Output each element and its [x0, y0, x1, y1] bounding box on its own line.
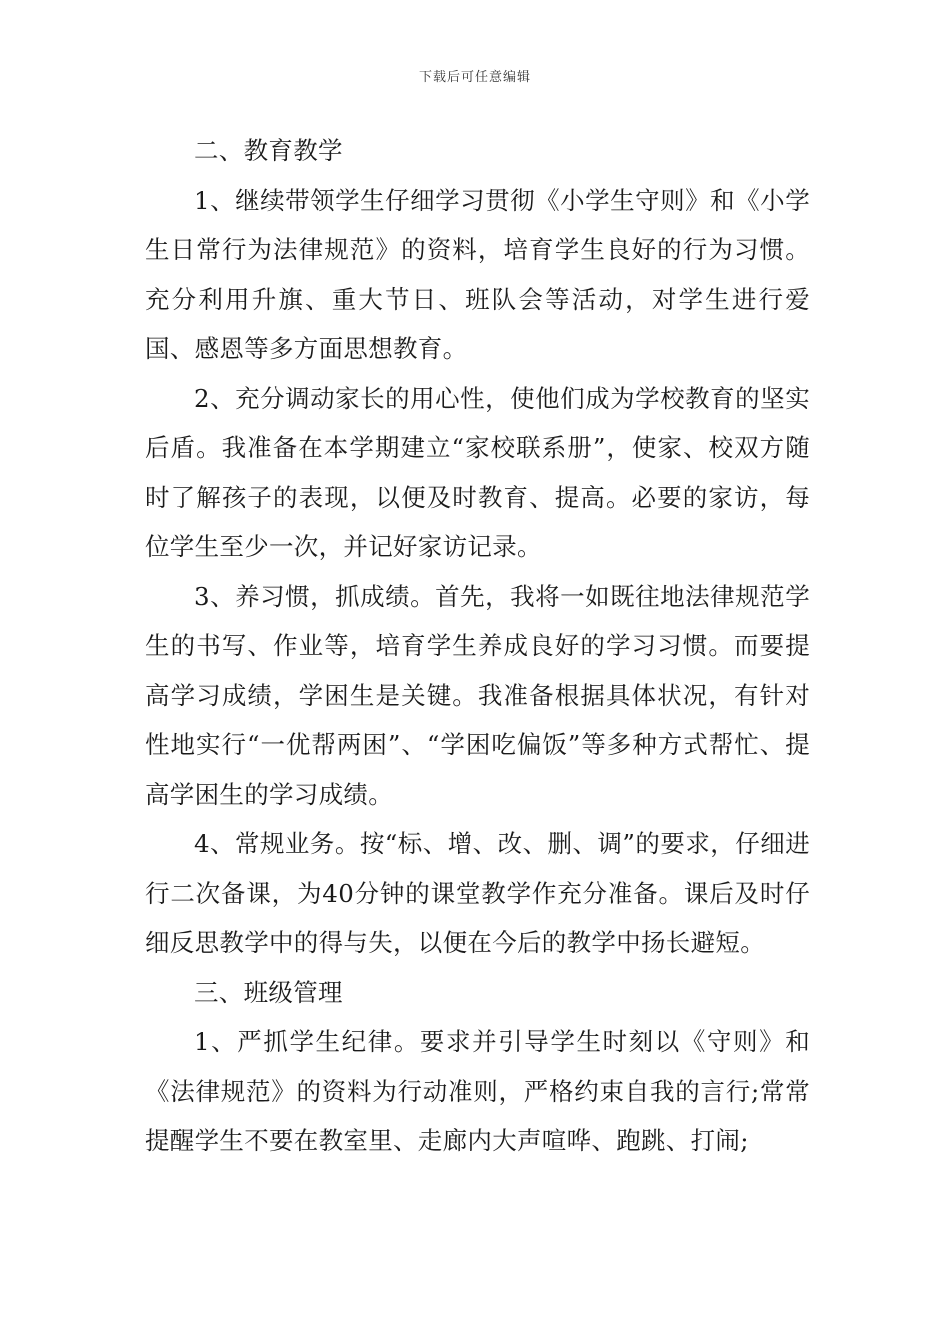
- paragraph-teaching-2: 2、充分调动家长的用心性，使他们成为学校教育的坚实后盾。我准备在本学期建立“家校联系册”，使家、校双方随时了解孩子的表现，以便及时教育、提高。必要的家访，每位学生至少一次，并记好家访记录。: [145, 383, 810, 561]
- paragraph-teaching-4: 4、常规业务。按“标、增、改、删、调”的要求，仔细进行二次备课，为40分钟的课堂教学作充分准备。课后及时仔细反思教学中的得与失，以便在今后的教学中扬长避短。: [145, 829, 810, 957]
- header-note: 下载后可任意编辑: [418, 70, 531, 85]
- document-body: [145, 126, 810, 1166]
- section-heading-teaching: 二、教育教学: [194, 136, 343, 165]
- paragraph-teaching-3: 3、养习惯，抓成绩。首先，我将一如既往地法律规范学生的书写、作业等，培育学生养成良好的学习习惯。而要提高学习成绩，学困生是关键。我准备根据具体状况，有针对性地实行“一优帮两困”、“学困吃偏饭”等多种方式帮忙、提高学困生的学习成绩。: [145, 581, 810, 809]
- section-heading-class-management: 三、班级管理: [194, 977, 343, 1007]
- paragraph-class-management-1: 1、严抓学生纪律。要求并引导学生时刻以《守则》和《法律规范》的资料为行动准则，严格约束自我的言行;常常提醒学生不要在教室里、走廊内大声喧哗、跑跳、打闹;: [145, 1027, 810, 1155]
- paragraph-teaching-1: 1、继续带领学生仔细学习贯彻《小学生守则》和《小学生日常行为法律规范》的资料，培育学生良好的行为习惯。充分利用升旗、重大节日、班队会等活动，对学生进行爱国、感恩等多方面思想教育。: [145, 185, 810, 363]
